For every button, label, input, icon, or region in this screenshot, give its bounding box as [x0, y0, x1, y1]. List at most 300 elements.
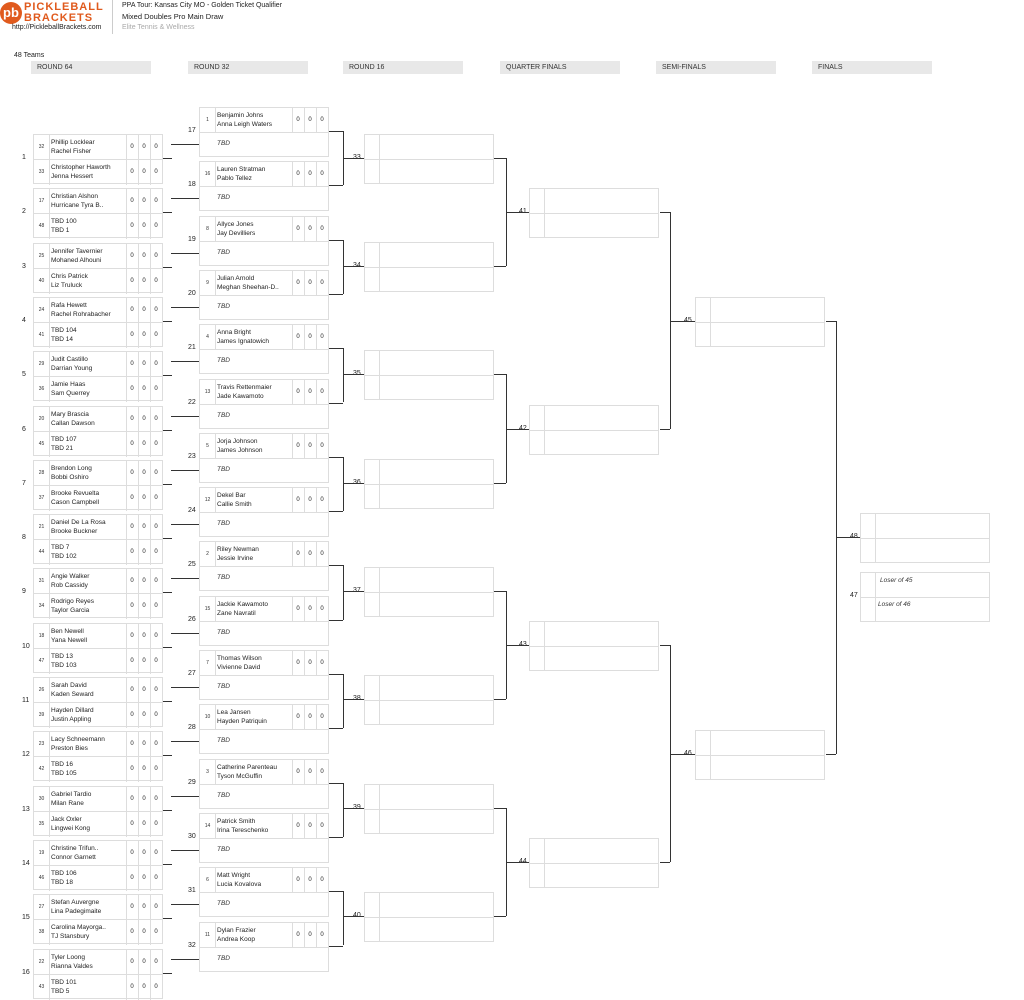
team-seed: 39 [34, 703, 50, 728]
connector-line [171, 904, 199, 905]
tbd-label: TBD [217, 845, 230, 853]
team-row [34, 732, 162, 757]
connector-line [163, 647, 171, 648]
match-number: 5 [22, 371, 26, 379]
team-row [34, 787, 162, 812]
logo-text [24, 2, 104, 24]
team-row [200, 513, 328, 538]
team-row [34, 323, 162, 348]
player-name: Rianna Valdes [51, 962, 93, 970]
connector-line [163, 755, 171, 756]
match-number: 18 [188, 181, 196, 189]
player-name: Milan Rane [51, 799, 84, 807]
match-final[interactable] [860, 513, 990, 563]
match-r64[interactable] [33, 134, 163, 184]
team-row [34, 189, 162, 214]
match-r32[interactable] [199, 759, 329, 809]
team-seed: 48 [34, 214, 50, 239]
match-r64[interactable] [33, 677, 163, 727]
match-quarterfinal[interactable] [529, 405, 659, 455]
connector-line [171, 484, 172, 485]
team-names [51, 272, 88, 290]
match-r64[interactable] [33, 188, 163, 238]
team-seed: 40 [34, 269, 50, 294]
score-cell: 0 [126, 461, 137, 485]
team-seed: 9 [200, 271, 216, 295]
connector-line [329, 185, 343, 186]
team-seed: 47 [34, 649, 50, 674]
team-names [217, 111, 272, 129]
player-name: TBD 100 [51, 218, 77, 226]
header-divider [112, 0, 113, 34]
team-row [34, 160, 162, 185]
connector-line [171, 796, 199, 797]
box-divider [530, 430, 658, 431]
player-name: Patrick Smith [217, 817, 256, 825]
connector-line [343, 565, 344, 619]
team-row [200, 434, 328, 459]
connector-line [329, 728, 343, 729]
team-names [217, 274, 279, 292]
tbd-label: TBD [217, 248, 230, 256]
match-r32[interactable] [199, 922, 329, 972]
team-seed: 21 [34, 515, 50, 539]
player-name: Tyson McGuffin [217, 772, 263, 780]
team-names [51, 844, 98, 862]
score-cell: 0 [126, 703, 137, 728]
match-r64[interactable] [33, 731, 163, 781]
match-r16[interactable] [364, 567, 494, 617]
match-r32[interactable] [199, 813, 329, 863]
match-r16[interactable] [364, 675, 494, 725]
connector-line [171, 959, 199, 960]
player-name: Jessie Irvine [217, 555, 254, 563]
match-r32[interactable] [199, 487, 329, 537]
connector-line [494, 699, 506, 700]
score-cell: 0 [126, 594, 137, 619]
match-r16[interactable] [364, 134, 494, 184]
team-names [217, 383, 272, 401]
team-seed: 2 [200, 542, 216, 566]
match-semifinal[interactable] [695, 730, 825, 780]
match-r64[interactable] [33, 623, 163, 673]
team-names [51, 760, 77, 778]
score-cell: 0 [150, 732, 161, 756]
round-header-1: ROUND 64 [31, 61, 151, 74]
match-r64[interactable] [33, 894, 163, 944]
score-cell: 0 [138, 920, 149, 945]
connector-line [660, 429, 670, 430]
connector-line [329, 620, 343, 621]
box-seed-divider [710, 298, 711, 346]
player-name: Anna Bright [217, 329, 251, 337]
match-r16[interactable] [364, 350, 494, 400]
connector-line [836, 537, 860, 538]
player-name: Jack Oxler [51, 815, 82, 823]
connector-line [329, 294, 343, 295]
match-r32[interactable] [199, 379, 329, 429]
box-divider [365, 267, 493, 268]
box-divider [365, 375, 493, 376]
score-cell: 0 [126, 244, 137, 268]
box-divider [530, 646, 658, 647]
connector-line [163, 864, 171, 865]
match-number: 22 [188, 398, 196, 406]
match-number: 16 [22, 968, 30, 976]
box-seed-divider [544, 406, 545, 454]
match-quarterfinal[interactable] [529, 188, 659, 238]
team-seed: 5 [200, 434, 216, 458]
score-cell: 0 [150, 244, 161, 268]
connector-line [163, 267, 171, 268]
team-names [217, 600, 268, 618]
team-row [200, 839, 328, 864]
team-row [200, 242, 328, 267]
team-row [34, 920, 162, 945]
loser-label: Loser of 46 [878, 601, 911, 608]
team-row [200, 325, 328, 350]
team-seed: 32 [34, 135, 50, 159]
team-row [200, 405, 328, 430]
score-cell: 0 [304, 434, 315, 458]
connector-line [171, 158, 172, 159]
player-name: Hurricane Tyra B.. [51, 202, 104, 210]
player-name: Christine Trifun.. [51, 844, 99, 852]
score-cell: 0 [138, 298, 149, 322]
round-header-4: QUARTER FINALS [500, 61, 620, 74]
player-name: Travis Rettenmaier [217, 383, 272, 391]
score-cell: 0 [304, 760, 315, 784]
connector-line [343, 374, 364, 375]
connector-line [343, 158, 364, 159]
score-cell: 0 [304, 705, 315, 729]
team-names [217, 437, 263, 455]
connector-line [506, 429, 529, 430]
match-r16[interactable] [364, 242, 494, 292]
connector-line [826, 754, 836, 755]
score-cell: 0 [138, 703, 149, 728]
player-name: Daniel De La Rosa [51, 519, 106, 527]
score-cell: 0 [138, 732, 149, 756]
score-cell: 0 [126, 298, 137, 322]
box-divider [861, 597, 989, 598]
player-name: TBD 1 [51, 227, 70, 235]
tbd-label: TBD [217, 737, 230, 745]
score-cell: 0 [316, 162, 327, 186]
box-divider [861, 538, 989, 539]
team-seed: 42 [34, 757, 50, 782]
team-names [51, 815, 90, 833]
player-name: Riley Newman [217, 546, 259, 554]
connector-line [660, 862, 670, 863]
match-number: 17 [188, 127, 196, 134]
team-row [34, 486, 162, 511]
score-cell: 0 [138, 678, 149, 702]
match-semifinal[interactable] [695, 297, 825, 347]
score-cell: 0 [316, 597, 327, 621]
match-r16[interactable] [364, 784, 494, 834]
team-names [217, 817, 268, 835]
team-row [34, 352, 162, 377]
round-header-6: FINALS [812, 61, 932, 74]
match-r32[interactable] [199, 704, 329, 754]
match-number: 26 [188, 615, 196, 623]
player-name: Anna Leigh Waters [217, 121, 273, 128]
box-seed-divider [875, 514, 876, 562]
team-row [200, 814, 328, 839]
player-name: TBD 21 [51, 444, 74, 452]
match-r16[interactable] [364, 459, 494, 509]
match-r64[interactable] [33, 243, 163, 293]
team-seed: 43 [34, 975, 50, 1000]
match-r32[interactable] [199, 161, 329, 211]
match-r32[interactable] [199, 541, 329, 591]
player-name: Sam Querrey [51, 390, 90, 398]
match-quarterfinal[interactable] [529, 838, 659, 888]
box-divider [696, 755, 824, 756]
score-cell: 0 [138, 352, 149, 376]
score-cell: 0 [316, 868, 327, 892]
team-names [217, 545, 259, 563]
score-cell: 0 [316, 705, 327, 729]
team-row [200, 705, 328, 730]
connector-line [329, 511, 343, 512]
team-names [51, 464, 92, 482]
score-cell: 0 [138, 540, 149, 565]
score-cell: 0 [292, 434, 303, 458]
venue-name: Elite Tennis & Wellness [122, 24, 195, 31]
player-name: Zane Navratil [217, 609, 256, 617]
match-r64[interactable] [33, 460, 163, 510]
score-cell: 0 [126, 975, 137, 1000]
score-cell: 0 [138, 515, 149, 539]
connector-line [494, 483, 506, 484]
score-cell: 0 [138, 323, 149, 348]
team-row [200, 459, 328, 484]
tour-name: PPA Tour: Kansas City MO - Golden Ticket Qualifier [122, 2, 283, 9]
tbd-label: TBD [217, 791, 230, 799]
box-divider [365, 592, 493, 593]
score-cell: 0 [126, 160, 137, 185]
match-r64[interactable] [33, 568, 163, 618]
match-r32[interactable] [199, 596, 329, 646]
match-number: 4 [22, 316, 26, 324]
team-names [51, 192, 103, 210]
score-cell: 0 [316, 434, 327, 458]
connector-line [171, 647, 172, 648]
team-names [51, 898, 101, 916]
match-r32[interactable] [199, 433, 329, 483]
match-r32[interactable] [199, 324, 329, 374]
team-row [34, 975, 162, 1000]
score-cell: 0 [138, 866, 149, 891]
score-cell: 0 [150, 895, 161, 919]
team-seed: 37 [34, 486, 50, 511]
team-seed: 3 [200, 760, 216, 784]
team-seed: 10 [200, 705, 216, 729]
team-row [200, 217, 328, 242]
team-seed: 26 [34, 678, 50, 702]
team-seed: 19 [34, 841, 50, 865]
score-cell: 0 [138, 432, 149, 457]
team-seed: 36 [34, 377, 50, 402]
match-number: 7 [22, 479, 26, 487]
connector-line [171, 212, 172, 213]
match-r32[interactable] [199, 867, 329, 917]
score-cell: 0 [150, 515, 161, 539]
score-cell: 0 [150, 352, 161, 376]
player-name: Christian Alshon [51, 193, 98, 201]
score-cell: 0 [126, 214, 137, 239]
score-cell: 0 [126, 323, 137, 348]
player-name: Sarah David [51, 682, 87, 689]
team-seed: 6 [200, 868, 216, 892]
match-number: 2 [22, 208, 26, 216]
team-names [51, 953, 93, 971]
connector-line [343, 783, 344, 837]
connector-line [171, 321, 172, 322]
box-seed-divider [544, 622, 545, 670]
player-name: Preston Bies [51, 745, 88, 753]
player-name: Connor Garnett [51, 853, 96, 861]
team-names [51, 355, 92, 373]
site-logo[interactable] [0, 2, 105, 24]
connector-line [343, 674, 344, 728]
match-r32[interactable] [199, 270, 329, 320]
team-row [200, 488, 328, 513]
score-cell: 0 [138, 407, 149, 431]
match-r32[interactable] [199, 107, 329, 157]
team-seed: 33 [34, 160, 50, 185]
player-name: Jamie Haas [51, 381, 86, 389]
score-cell: 0 [304, 380, 315, 404]
score-cell: 0 [126, 189, 137, 213]
match-number: 6 [22, 425, 26, 433]
match-quarterfinal[interactable] [529, 621, 659, 671]
score-cell: 0 [126, 841, 137, 865]
connector-line [171, 578, 199, 579]
match-number: 30 [188, 832, 196, 840]
score-cell: 0 [126, 377, 137, 402]
score-cell: 0 [126, 352, 137, 376]
player-name: Kaden Seward [51, 691, 94, 698]
match-r64[interactable] [33, 351, 163, 401]
score-cell: 0 [138, 757, 149, 782]
connector-line [343, 483, 364, 484]
player-name: Hayden Dillard [51, 707, 94, 714]
connector-line [329, 457, 343, 458]
score-cell: 0 [138, 975, 149, 1000]
score-cell: 0 [292, 814, 303, 838]
score-cell: 0 [316, 325, 327, 349]
connector-line [163, 375, 171, 376]
player-name: TBD 5 [51, 987, 70, 995]
connector-line [171, 592, 172, 593]
score-cell: 0 [126, 920, 137, 945]
team-names [217, 491, 252, 509]
score-cell: 0 [126, 950, 137, 974]
match-third-place[interactable] [860, 572, 990, 622]
player-name: Andrea Koop [217, 935, 255, 943]
player-name: Carolina Mayorga.. [51, 924, 106, 932]
team-seed: 41 [34, 323, 50, 348]
score-cell: 0 [126, 787, 137, 811]
score-cell: 0 [126, 540, 137, 565]
score-cell: 0 [304, 597, 315, 621]
connector-line [670, 321, 695, 322]
team-row [34, 135, 162, 160]
match-r64[interactable] [33, 297, 163, 347]
team-seed: 4 [200, 325, 216, 349]
match-r32[interactable] [199, 650, 329, 700]
team-names [51, 572, 89, 590]
match-r64[interactable] [33, 786, 163, 836]
match-r32[interactable] [199, 216, 329, 266]
site-url-link[interactable]: http://PickleballBrackets.com [12, 24, 102, 31]
score-cell: 0 [126, 732, 137, 756]
team-names [217, 654, 262, 672]
team-seed: 30 [34, 787, 50, 811]
match-r64[interactable] [33, 840, 163, 890]
player-name: Jay Devilliers [217, 229, 256, 237]
score-cell: 0 [292, 380, 303, 404]
score-cell: 0 [138, 160, 149, 185]
team-row [34, 594, 162, 619]
match-number: 20 [188, 289, 196, 297]
score-cell: 0 [150, 461, 161, 485]
team-row [200, 651, 328, 676]
team-row [34, 569, 162, 594]
score-cell: 0 [138, 569, 149, 593]
team-seed: 38 [34, 920, 50, 945]
player-name: Darrian Young [51, 365, 93, 373]
score-cell: 0 [150, 866, 161, 891]
connector-line [329, 674, 343, 675]
connector-line [494, 916, 506, 917]
connector-line [163, 918, 171, 919]
score-cell: 0 [150, 377, 161, 402]
score-cell: 0 [316, 380, 327, 404]
connector-line [506, 645, 529, 646]
team-names [51, 652, 77, 670]
match-number: 1 [22, 154, 26, 161]
match-r64[interactable] [33, 949, 163, 999]
tbd-label: TBD [217, 954, 230, 962]
connector-line [171, 741, 199, 742]
score-cell: 0 [150, 407, 161, 431]
connector-line [171, 524, 199, 525]
player-name: Angie Walker [51, 573, 90, 581]
team-row [34, 757, 162, 782]
match-r64[interactable] [33, 514, 163, 564]
team-seed: 27 [34, 895, 50, 919]
team-names [217, 328, 269, 346]
connector-line [660, 212, 670, 213]
player-name: TBD 14 [51, 335, 74, 343]
player-name: Lauren Stratman [217, 166, 266, 174]
match-r64[interactable] [33, 406, 163, 456]
connector-line [171, 850, 199, 851]
match-r16[interactable] [364, 892, 494, 942]
tbd-label: TBD [217, 574, 230, 582]
player-name: Hayden Patriquin [217, 718, 267, 726]
player-name: Irina Tereschenko [217, 826, 269, 834]
connector-line [163, 701, 171, 702]
team-row [34, 269, 162, 294]
player-name: Liz Truluck [51, 281, 83, 289]
team-names [51, 869, 77, 887]
round-header-3: ROUND 16 [343, 61, 463, 74]
